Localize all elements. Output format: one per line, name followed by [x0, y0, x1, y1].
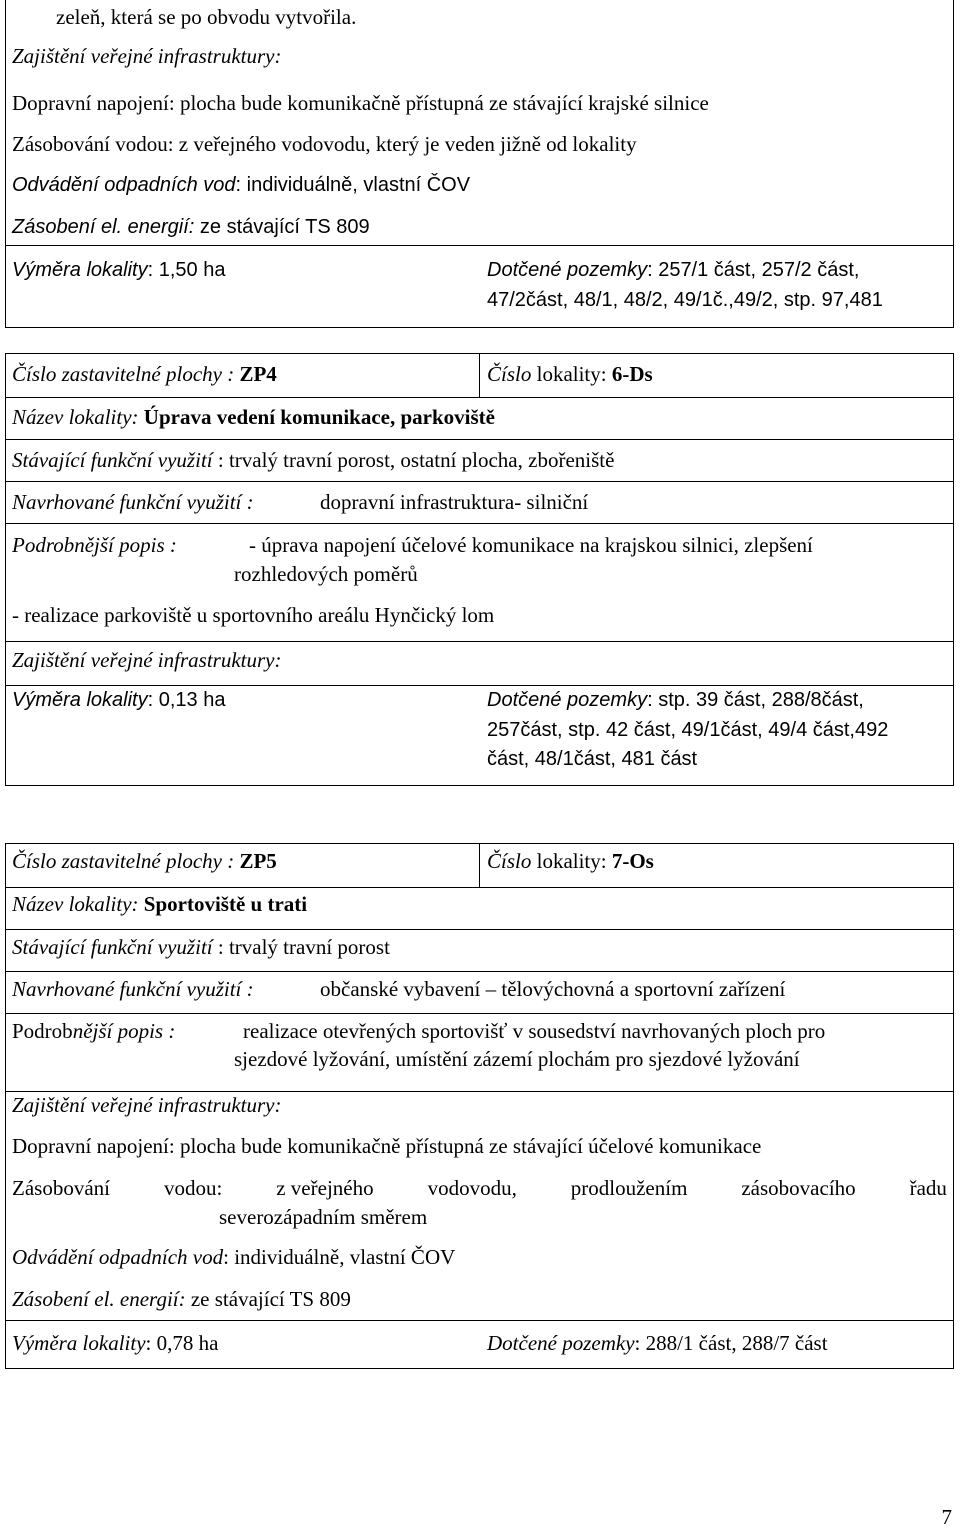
infra-label: Zajištění veřejné infrastruktury: — [12, 44, 282, 68]
cislo-lokality: Číslo lokality: 7-Os — [487, 849, 654, 873]
navrhovane-label: Navrhované funkční využití : — [12, 490, 254, 514]
cell-divider — [479, 844, 480, 888]
pozemky-text: Dotčené pozemky: stp. 39 část, 288/8část, — [487, 689, 864, 711]
odvadeni-text: Odvádění odpadních vod: individuálně, vlastní ČOV — [12, 1245, 456, 1269]
row-cislo — [5, 843, 954, 887]
stavajici-vyuziti: Stávající funkční využití : trvalý travní porost — [12, 935, 390, 959]
energie-text: Zásobení el. energií: ze stávající TS 809 — [12, 216, 370, 238]
row-nazev — [5, 397, 954, 439]
popis-line-2: rozhledových poměrů — [234, 562, 418, 586]
nazev-lokality: Název lokality: Sportoviště u trati — [12, 892, 308, 916]
infra-label: Zajištění veřejné infrastruktury: — [12, 648, 282, 672]
navrhovane-label: Navrhované funkční využití : — [12, 977, 254, 1001]
row-navrhovane — [5, 481, 954, 523]
row-popis — [5, 1013, 954, 1091]
intro-text: zeleň, která se po obvodu vytvořila. — [56, 5, 357, 29]
row-stavajici — [5, 439, 954, 481]
vymera-text: Výměra lokality: 1,50 ha — [12, 259, 226, 281]
energie-text: Zásobení el. energií: ze stávající TS 809 — [12, 1287, 351, 1311]
cislo-plochy: Číslo zastavitelné plochy : ZP5 — [12, 849, 277, 873]
pozemky-text: Dotčené pozemky: 288/1 část, 288/7 část — [487, 1331, 828, 1355]
row-navrhovane — [5, 971, 954, 1013]
pozemky-text: Dotčené pozemky: 257/1 část, 257/2 část, — [487, 259, 860, 281]
popis-line-1: - úprava napojení účelové komunikace na krajskou silnici, zlepšení — [249, 533, 813, 557]
doprava-text: Dopravní napojení: plocha bude komunikačně přístupná ze stávající účelové komunikace — [12, 1134, 762, 1158]
vymera-text: Výměra lokality: 0,13 ha — [12, 689, 226, 711]
popis-line-3: - realizace parkoviště u sportovního areálu Hynčický lom — [12, 603, 495, 627]
odvadeni-text: Odvádění odpadních vod: individuálně, vlastní ČOV — [12, 174, 471, 196]
row-popis — [5, 523, 954, 641]
row-nazev — [5, 887, 954, 929]
row-stavajici — [5, 929, 954, 971]
voda-text: Zásobování vodou: z veřejného vodovodu, který je veden jižně od lokality — [12, 132, 637, 156]
popis-line-1: realizace otevřených sportovišť v sousedství navrhovaných ploch pro — [243, 1019, 826, 1043]
navrhovane-value: dopravní infrastruktura- silniční — [320, 490, 589, 514]
infra-label: Zajištění veřejné infrastruktury: — [12, 1093, 282, 1117]
row-vymera — [5, 245, 954, 328]
pozemky-text-2: 47/2část, 48/1, 48/2, 49/1č.,49/2, stp. 97,481 — [487, 289, 883, 311]
pozemky-text-2: 257část, stp. 42 část, 49/1část, 49/4 část,492 — [487, 719, 889, 741]
row-infra — [5, 641, 954, 685]
section-zp5 — [5, 843, 954, 1369]
popis-line-2: sjezdové lyžování, umístění zázemí plochám pro sjezdové lyžování — [234, 1047, 800, 1071]
cell-divider — [479, 354, 480, 398]
section-zp4 — [5, 353, 954, 786]
row-infra — [5, 1091, 954, 1331]
page-number: 7 — [941, 1505, 952, 1529]
doprava-text: Dopravní napojení: plocha bude komunikačně přístupná ze stávající krajské silnice — [12, 91, 709, 115]
row-cislo — [5, 353, 954, 397]
voda-text: Zásobování vodou: z veřejného vodovodu, prodloužením zásobovacího řadu — [12, 1176, 947, 1200]
cislo-lokality: Číslo lokality: 6-Ds — [487, 362, 653, 386]
voda-text-2: severozápadním směrem — [219, 1205, 428, 1229]
section-zp3-continued — [5, 0, 954, 328]
vymera-text: Výměra lokality: 0,78 ha — [12, 1331, 219, 1355]
row-vymera — [5, 1320, 954, 1369]
pozemky-text-3: část, 48/1část, 481 část — [487, 748, 698, 770]
row-infra — [5, 46, 954, 246]
row-intro — [5, 0, 954, 68]
popis-label: Podrobnější popis : — [12, 1019, 176, 1043]
cislo-plochy: Číslo zastavitelné plochy : ZP4 — [12, 362, 277, 386]
navrhovane-value: občanské vybavení – tělovýchovná a sportovní zařízení — [320, 977, 786, 1001]
popis-label: Podrobnější popis : — [12, 533, 177, 557]
row-vymera — [5, 685, 954, 786]
nazev-lokality: Název lokality: Úprava vedení komunikace, parkoviště — [12, 405, 495, 429]
stavajici-vyuziti: Stávající funkční využití : trvalý travní porost, ostatní plocha, zbořeniště — [12, 448, 615, 472]
